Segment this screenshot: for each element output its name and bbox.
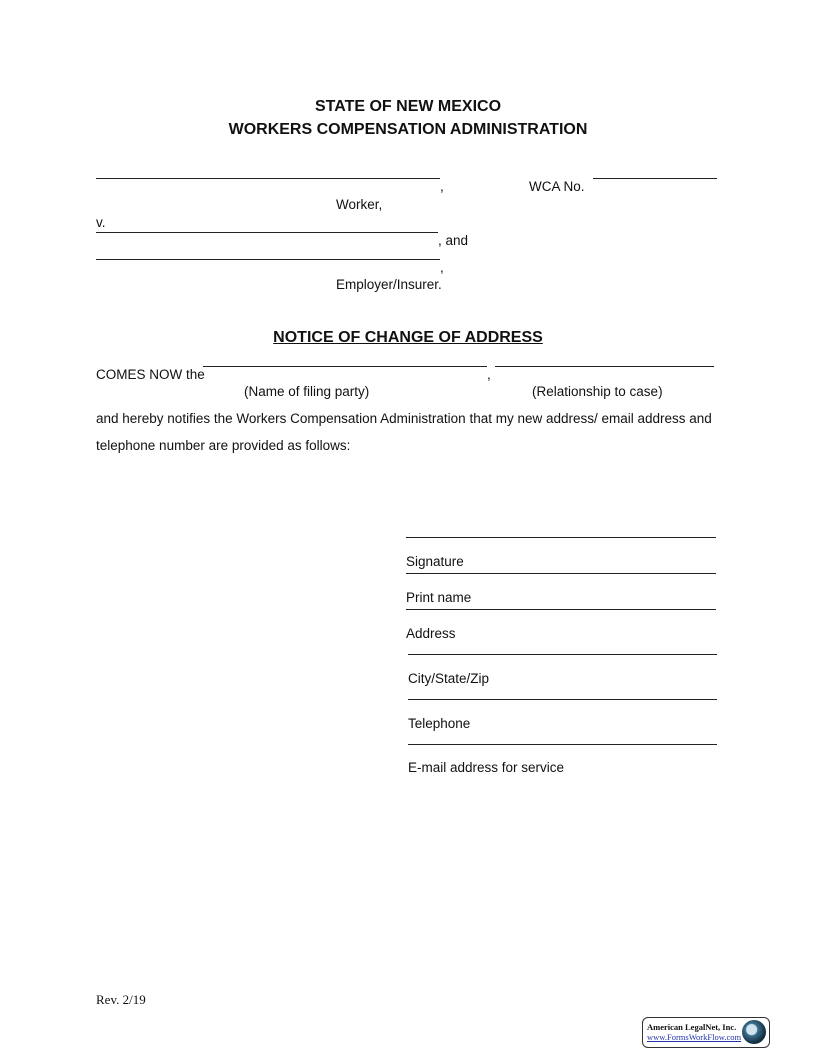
notice-paragraph-line1: and hereby notifies the Workers Compensation Administration that my new address/ email address and — [96, 411, 712, 426]
wca-number-blank[interactable] — [593, 178, 717, 179]
employer-name-blank[interactable] — [96, 232, 438, 233]
versus-label: v. — [96, 215, 106, 230]
agency-title: WORKERS COMPENSATION ADMINISTRATION — [228, 121, 588, 138]
telephone-blank[interactable] — [408, 699, 717, 700]
signature-blank[interactable] — [406, 537, 716, 538]
telephone-label: Telephone — [408, 716, 471, 731]
american-legalnet-badge[interactable] — [642, 1017, 770, 1048]
badge-url-link[interactable]: www.FormsWorkFlow.com — [647, 1032, 742, 1042]
wca-number-label: WCA No. — [529, 179, 585, 194]
worker-name-blank[interactable] — [96, 178, 440, 179]
filing-party-blank[interactable] — [203, 366, 487, 367]
city-state-zip-label: City/State/Zip — [408, 671, 490, 686]
filing-party-comma: , — [487, 367, 491, 382]
city-state-zip-blank[interactable] — [408, 654, 717, 655]
email-label: E-mail address for service — [408, 760, 565, 775]
employer-insurer-label: Employer/Insurer. — [336, 277, 442, 292]
legalnet-logo-icon — [742, 1020, 766, 1044]
badge-company: American LegalNet, Inc. — [647, 1022, 737, 1032]
print-name-label: Print name — [406, 590, 472, 605]
revision-label: Rev. 2/19 — [96, 992, 146, 1007]
comes-now-text: COMES NOW the — [96, 367, 205, 382]
worker-comma: , — [440, 179, 444, 194]
email-blank[interactable] — [408, 744, 717, 745]
worker-label: Worker, — [336, 197, 383, 212]
notice-title: NOTICE OF CHANGE OF ADDRESS — [273, 329, 543, 346]
employer-and: , and — [438, 233, 469, 248]
insurer-comma: , — [440, 260, 444, 275]
address-blank[interactable] — [406, 609, 716, 610]
filing-party-label: (Name of filing party) — [244, 384, 370, 399]
insurer-name-blank[interactable] — [96, 259, 440, 260]
signature-label: Signature — [406, 554, 464, 569]
relationship-blank[interactable] — [495, 366, 714, 367]
relationship-label: (Relationship to case) — [532, 384, 663, 399]
state-title: STATE OF NEW MEXICO — [314, 98, 502, 115]
address-label: Address — [406, 626, 456, 641]
print-name-blank[interactable] — [406, 573, 716, 574]
notice-paragraph-line2: telephone number are provided as follows: — [96, 438, 351, 453]
